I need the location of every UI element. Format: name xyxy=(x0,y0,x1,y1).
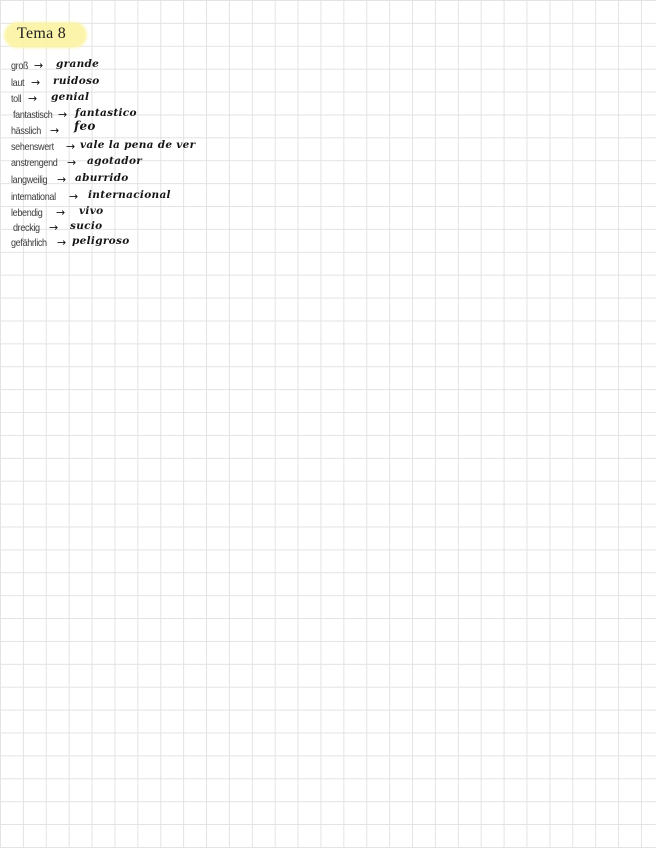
arrow-icon: → xyxy=(58,108,68,121)
arrow-icon: → xyxy=(66,140,76,153)
arrow-icon: → xyxy=(67,156,77,169)
german-word: fantastisch xyxy=(13,109,53,121)
german-word: lebendig xyxy=(11,207,43,219)
german-word: groß xyxy=(11,60,29,72)
arrow-icon: → xyxy=(34,59,44,72)
spanish-word: genial xyxy=(51,91,90,103)
page-title: Tema 8 xyxy=(17,25,67,42)
title-block xyxy=(4,22,87,48)
spanish-word: sucio xyxy=(70,220,103,232)
spanish-word: peligroso xyxy=(72,235,130,247)
spanish-word: aburrido xyxy=(75,172,129,184)
german-word: sehenswert xyxy=(11,141,54,153)
spanish-word: ruidoso xyxy=(53,75,100,87)
arrow-icon: → xyxy=(57,173,67,186)
spanish-word: fantastico xyxy=(75,107,137,119)
arrow-icon: → xyxy=(57,236,67,249)
spanish-word: feo xyxy=(74,119,96,133)
arrow-icon: → xyxy=(56,206,66,219)
spanish-word: grande xyxy=(56,58,100,70)
german-word: hässlich xyxy=(11,125,41,137)
german-word: toll xyxy=(11,93,22,105)
arrow-icon: → xyxy=(31,76,41,89)
arrow-icon: → xyxy=(50,124,60,137)
spanish-word: vale la pena de ver xyxy=(80,139,196,151)
arrow-icon: → xyxy=(28,92,38,105)
german-word: dreckig xyxy=(13,222,40,234)
spanish-word: vivo xyxy=(79,205,104,217)
arrow-icon: → xyxy=(49,221,59,234)
german-word: international xyxy=(11,191,56,203)
german-word: laut xyxy=(11,77,25,89)
german-word: gefährlich xyxy=(11,237,47,249)
german-word: langweilig xyxy=(11,174,48,186)
german-word: anstrengend xyxy=(11,157,58,169)
arrow-icon: → xyxy=(69,190,79,203)
spanish-word: internacional xyxy=(88,189,171,201)
spanish-word: agotador xyxy=(87,155,143,167)
